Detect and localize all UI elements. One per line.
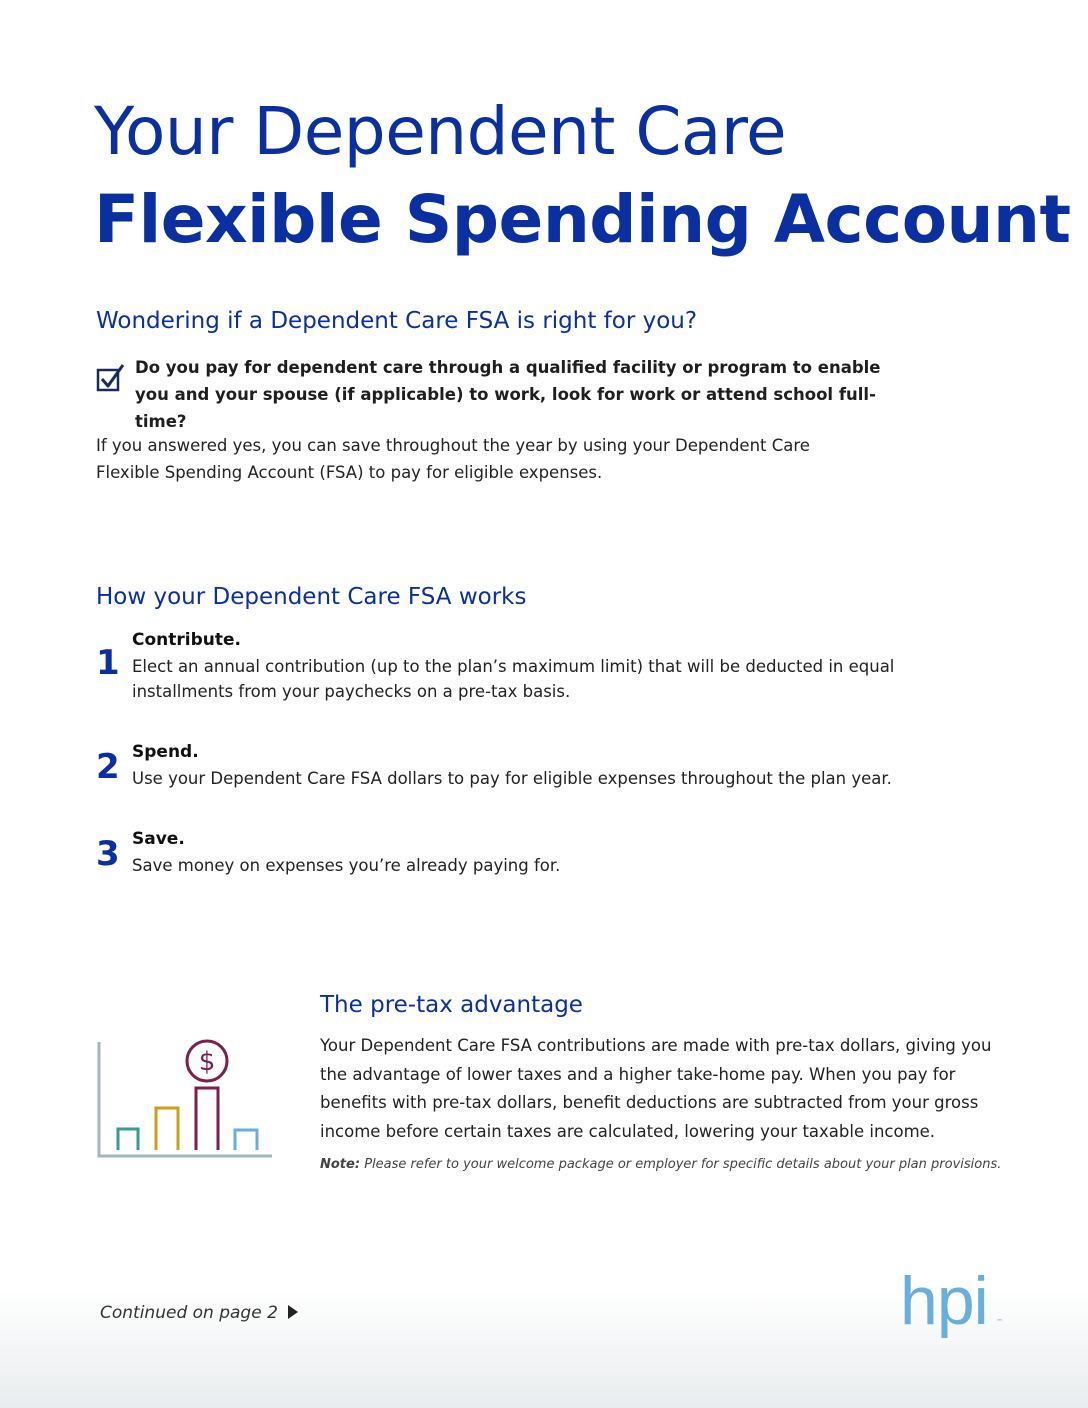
step-1 <box>96 627 956 707</box>
title-line-1: Your Dependent Care <box>94 93 787 170</box>
step-number: 3 <box>96 834 120 874</box>
pretax-heading: The pre-tax advantage <box>320 992 583 1018</box>
bar-chart-dollar-icon <box>94 1036 276 1162</box>
trademark-mark: ™ <box>996 1318 1003 1326</box>
step-description: Save money on expenses you’re already paying for. <box>132 856 561 875</box>
step-description: Elect an annual contribution (up to the plan’s maximum limit) that will be deducted in equal installments from your paychecks on a pre-tax basis. <box>132 657 895 701</box>
svg-text:$: $ <box>198 1047 216 1077</box>
step-number: 2 <box>96 747 120 787</box>
step-title: Save. <box>132 829 185 849</box>
intro-heading: Wondering if a Dependent Care FSA is right for you? <box>96 308 698 334</box>
question-text: Do you pay for dependent care through a qualified facility or program to enable you and your spouse (if applicable) to work, look for work or attend school full-time? <box>135 358 881 431</box>
step-3 <box>96 826 956 886</box>
continued-link[interactable] <box>100 1303 298 1323</box>
note-text: Please refer to your welcome package or employer for specific details about your plan provisions. <box>364 1157 1002 1172</box>
logo-text: hpi <box>900 1263 988 1339</box>
page-title <box>94 88 1071 264</box>
step-description: Use your Dependent Care FSA dollars to pay for eligible expenses throughout the plan year. <box>132 769 892 788</box>
note <box>320 1157 1010 1172</box>
step-number: 1 <box>96 643 120 683</box>
title-line-2: Flexible Spending Account <box>94 181 1071 258</box>
step-title: Contribute. <box>132 630 241 650</box>
hpi-logo <box>900 1262 1010 1352</box>
checked-box-icon <box>96 362 126 394</box>
how-it-works-heading: How your Dependent Care FSA works <box>96 584 527 610</box>
step-title: Spend. <box>132 742 199 762</box>
note-label: Note: <box>320 1157 361 1172</box>
pretax-body: Your Dependent Care FSA contributions are made with pre-tax dollars, giving you the advantage of lower taxes and a higher take-home pay. When you pay for benefits with pre-tax dollars, benefit deductions are subtracted from your gross income before certain taxes are calculated, lowering your taxable income. <box>320 1036 992 1141</box>
answer-text: If you answered yes, you can save throughout the year by using your Dependent Care Flexible Spending Account (FSA) to pay for eligible expenses. <box>96 436 810 482</box>
play-arrow-icon <box>288 1305 298 1319</box>
step-2 <box>96 739 956 799</box>
continued-text: Continued on page 2 <box>100 1303 278 1323</box>
